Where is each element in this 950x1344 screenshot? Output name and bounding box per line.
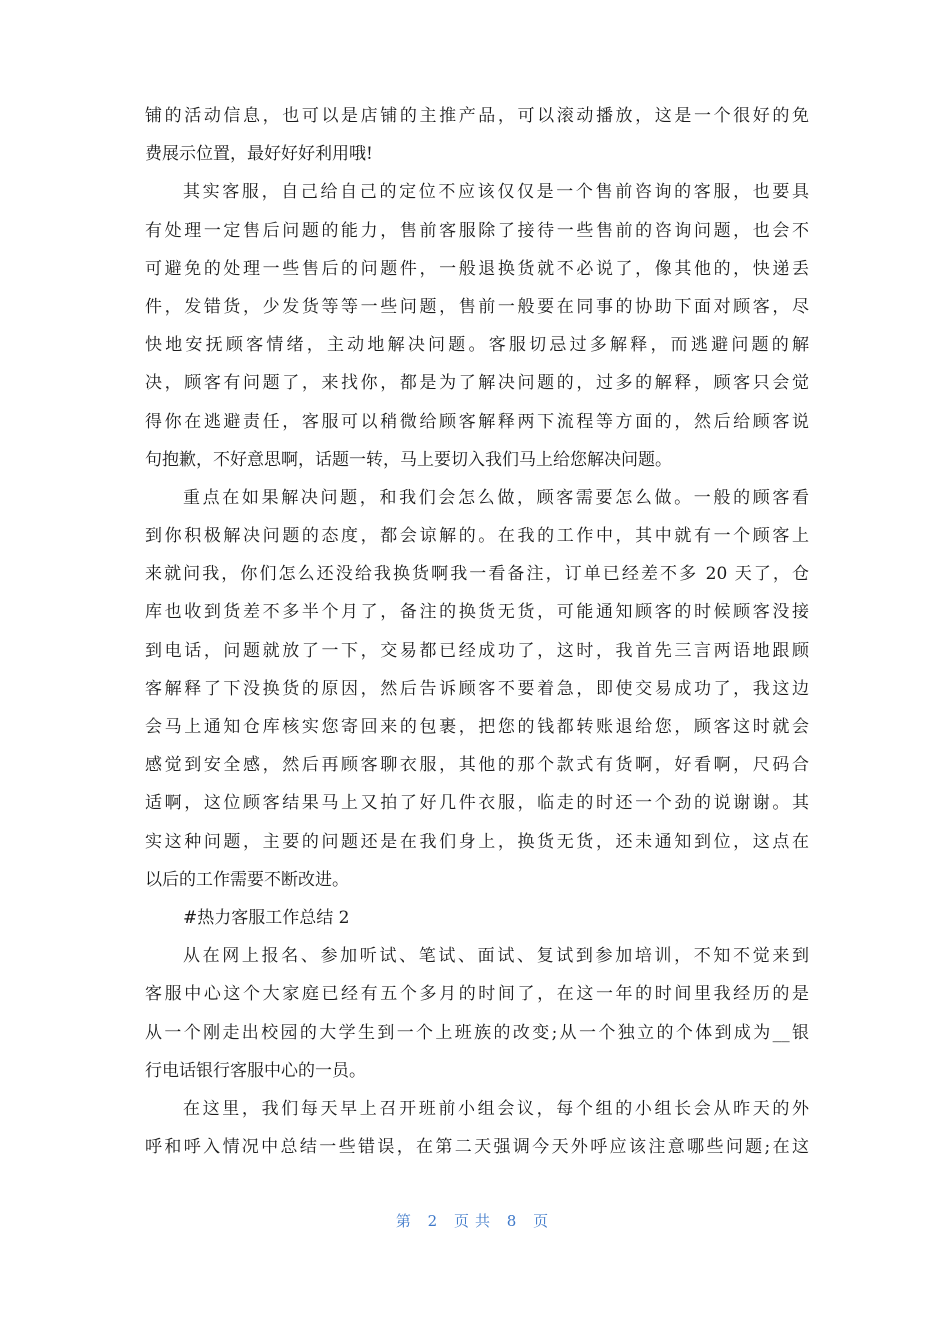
text-line: 到电话，问题就放了一下，交易都已经成功了，这时，我首先三言两语地跟顾 bbox=[145, 640, 809, 661]
text-line: 来就问我，你们怎么还没给我换货啊我一看备注，订单已经差不多 20 天了，仓 bbox=[145, 564, 809, 585]
text-line: 感觉到安全感，然后再顾客聊衣服，其他的那个款式有货啊，好看啊，尺码合 bbox=[145, 755, 809, 776]
text-line: 件，发错货，少发货等等一些问题，售前一般要在同事的协助下面对顾客，尽 bbox=[145, 296, 809, 317]
text-line: 客服中心这个大家庭已经有五个多月的时间了，在这一年的时间里我经历的是 bbox=[145, 984, 809, 1005]
text-line: 会马上通知仓库核实您寄回来的包裹，把您的钱都转账退给您，顾客这时就会 bbox=[145, 717, 809, 737]
text-line: 实这种问题，主要的问题还是在我们身上，换货无货，还未通知到位，这点在 bbox=[145, 831, 809, 852]
text-line: 以后的工作需要不断改进。 bbox=[145, 869, 349, 890]
text-line: 客解释了下没换货的原因，然后告诉顾客不要着急，即使交易成功了，我这边 bbox=[145, 678, 809, 699]
text-line: 到你积极解决问题的态度，都会谅解的。在我的工作中，其中就有一个顾客上 bbox=[145, 526, 809, 547]
text-line: 决，顾客有问题了，来找你，都是为了解决问题的，过多的解释，顾客只会觉 bbox=[145, 373, 809, 394]
text-line: 行电话银行客服中心的一员。 bbox=[145, 1060, 366, 1081]
text-line: 句抱歉，不好意思啊，话题一转，马上要切入我们马上给您解决问题。 bbox=[145, 449, 672, 470]
text-line: 适啊，这位顾客结果马上又拍了好几件衣服，临走的时还一个劲的说谢谢。其 bbox=[145, 793, 809, 814]
text-line: 铺的活动信息，也可以是店铺的主推产品，可以滚动播放，这是一个很好的免 bbox=[145, 106, 809, 126]
text-line: 费展示位置，最好好好利用哦! bbox=[145, 144, 373, 165]
paragraph bbox=[145, 479, 809, 899]
text-line: 有处理一定售后问题的能力，售前客服除了接待一些售前的咨询问题，也会不 bbox=[145, 220, 809, 241]
paragraph bbox=[145, 97, 809, 173]
text-line: 在这里，我们每天早上召开班前小组会议，每个组的小组长会从昨天的外 bbox=[183, 1098, 809, 1119]
text-line: 从一个刚走出校园的大学生到一个上班族的改变;从一个独立的个体到成为__银 bbox=[145, 1022, 809, 1043]
paragraph bbox=[145, 937, 809, 1090]
text-line: 其实客服，自己给自己的定位不应该仅仅是一个售前咨询的客服，也要具 bbox=[183, 182, 809, 203]
text-line: 得你在逃避责任，客服可以稍微给顾客解释两下流程等方面的，然后给顾客说 bbox=[145, 411, 809, 432]
document-body bbox=[145, 97, 809, 1166]
paragraph bbox=[145, 1090, 809, 1166]
text-line: 库也收到货差不多半个月了，备注的换货无货，可能通知顾客的时候顾客没接 bbox=[145, 602, 809, 623]
section-heading: #热力客服工作总结 2 bbox=[183, 907, 350, 928]
text-line: 快地安抚顾客情绪，主动地解决问题。客服切忌过多解释，而逃避问题的解 bbox=[145, 335, 809, 356]
text-line: 可避免的处理一些售后的问题件，一般退换货就不必说了，像其他的，快递丢 bbox=[145, 258, 809, 279]
paragraph bbox=[145, 173, 809, 479]
text-line: 从在网上报名、参加听试、笔试、面试、复试到参加培训，不知不觉来到 bbox=[183, 946, 809, 967]
page-number-footer: 第 2 页共 8 页 bbox=[395, 1212, 555, 1230]
text-line: 呼和呼入情况中总结一些错误，在第二天强调今天外呼应该注意哪些问题;在这 bbox=[145, 1137, 809, 1158]
text-line: 重点在如果解决问题，和我们会怎么做，顾客需要怎么做。一般的顾客看 bbox=[183, 487, 809, 508]
